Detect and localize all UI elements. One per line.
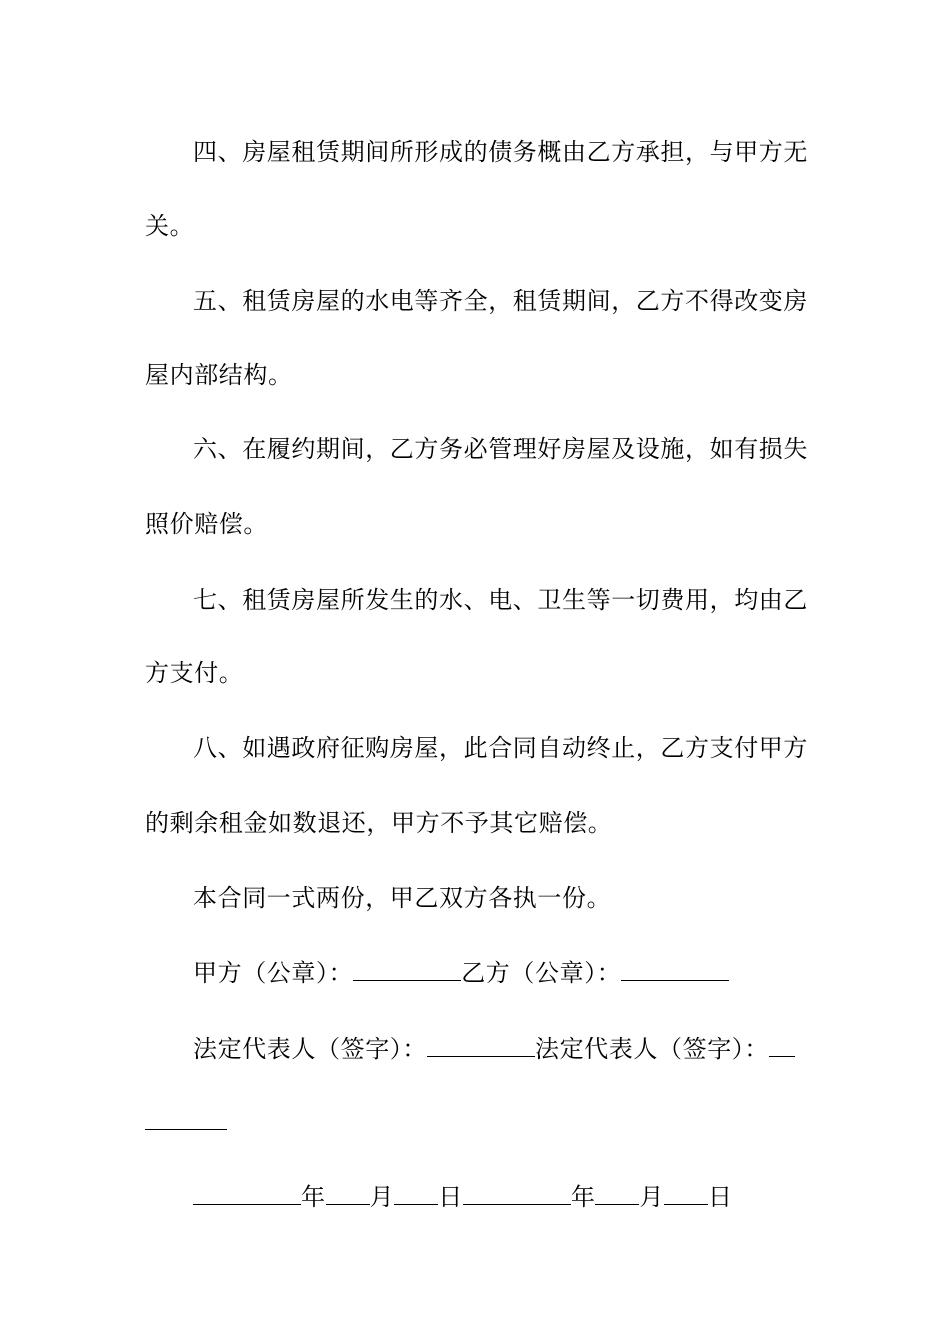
clause-6-line-2: 照价赔偿。 [145,510,268,538]
party-b-seal-label: 乙方（公章）： [461,959,622,987]
legal-rep-row [193,1034,815,1064]
clause-7-line-1: 七、租赁房屋所发生的水、电、卫生等一切费用，均由乙 [193,586,808,614]
legal-rep-b-label: 法定代表人（签字）： [535,1035,769,1063]
date-b-month: 月 [639,1183,665,1211]
date-a-month-blank [326,1182,370,1205]
copies-statement: 本合同一式两份，甲乙双方各执一份。 [193,884,612,912]
date-a-day-blank [394,1182,438,1205]
date-b-year: 年 [570,1183,596,1211]
party-a-seal-label: 甲方（公章）： [193,959,354,987]
clause-5-line-2: 屋内部结构。 [145,361,293,389]
seal-row [193,958,815,988]
clause-4-line-1: 四、房屋租赁期间所形成的债务概由乙方承担，与甲方无 [193,138,808,166]
date-b-day-blank [664,1182,708,1205]
legal-rep-a-label: 法定代表人（签字）： [193,1035,427,1063]
clause-8-line-1: 八、如遇政府征购房屋，此合同自动终止，乙方支付甲方 [193,734,808,762]
date-row [193,1182,815,1212]
clause-7-line-2: 方支付。 [145,659,244,687]
legal-rep-b-blank-start [769,1034,795,1057]
legal-rep-b-blank-end [145,1107,227,1130]
legal-rep-b-blank-continued [145,1107,815,1137]
clause-4-line-2: 关。 [145,212,195,240]
date-a-month: 月 [369,1183,395,1211]
clause-6-line-1: 六、在履约期间，乙方务必管理好房屋及设施，如有损失 [193,435,808,463]
date-b-day: 日 [708,1183,733,1211]
legal-rep-a-blank [427,1034,535,1057]
date-a-day: 日 [438,1183,463,1211]
clause-8-line-2: 的剩余租金如数退还，甲方不予其它赔偿。 [145,809,613,837]
date-a-year: 年 [301,1183,326,1211]
party-a-seal-blank [353,958,461,981]
date-b-month-blank [595,1182,639,1205]
party-b-seal-blank [621,958,729,981]
clause-5-line-1: 五、租赁房屋的水电等齐全，租赁期间，乙方不得改变房 [193,287,808,315]
date-b-year-blank [463,1182,571,1205]
date-a-year-blank [193,1182,301,1205]
